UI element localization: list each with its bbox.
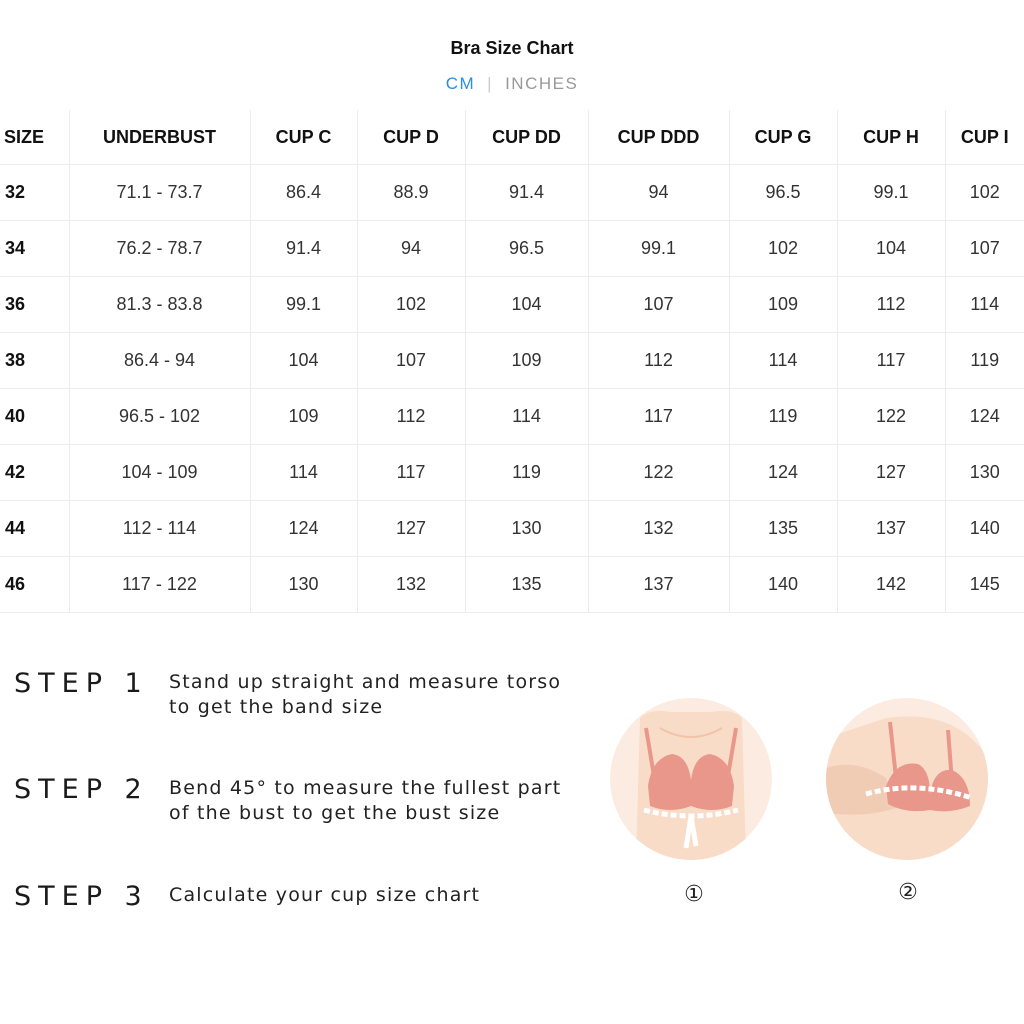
column-header: CUP C	[250, 110, 357, 165]
step-label: STEP 3	[14, 881, 149, 912]
table-cell: 114	[945, 277, 1024, 333]
table-cell: 109	[465, 333, 588, 389]
table-cell: 119	[465, 445, 588, 501]
table-cell: 124	[945, 389, 1024, 445]
table-cell: 104	[837, 221, 945, 277]
table-header-row	[0, 110, 1024, 165]
size-cell: 34	[0, 221, 69, 277]
table-cell: 140	[945, 501, 1024, 557]
table-cell: 127	[357, 501, 465, 557]
column-header: UNDERBUST	[69, 110, 250, 165]
table-cell: 109	[250, 389, 357, 445]
table-cell: 104	[250, 333, 357, 389]
table-cell: 119	[945, 333, 1024, 389]
table-cell: 132	[357, 557, 465, 613]
unit-separator: |	[487, 74, 494, 93]
size-cell: 40	[0, 389, 69, 445]
table-cell: 137	[588, 557, 729, 613]
table-row	[0, 501, 1024, 557]
table-cell: 117	[357, 445, 465, 501]
table-cell: 122	[837, 389, 945, 445]
size-cell: 38	[0, 333, 69, 389]
table-cell: 96.5	[729, 165, 837, 221]
size-cell: 44	[0, 501, 69, 557]
step-label: STEP 2	[14, 774, 149, 805]
table-cell: 135	[465, 557, 588, 613]
step-description: Stand up straight and measure torso to get the band size	[169, 671, 562, 718]
table-cell: 130	[945, 445, 1024, 501]
table-cell: 140	[729, 557, 837, 613]
page-title: Bra Size Chart	[450, 38, 574, 58]
table-cell: 135	[729, 501, 837, 557]
table-cell: 117	[588, 389, 729, 445]
table-cell: 122	[588, 445, 729, 501]
table-row	[0, 445, 1024, 501]
table-cell: 76.2 - 78.7	[69, 221, 250, 277]
table-cell: 99.1	[588, 221, 729, 277]
table-cell: 127	[837, 445, 945, 501]
table-cell: 112 - 114	[69, 501, 250, 557]
table-row	[0, 557, 1024, 613]
table-cell: 112	[837, 277, 945, 333]
table-cell: 145	[945, 557, 1024, 613]
size-table	[0, 110, 1024, 613]
column-header: CUP G	[729, 110, 837, 165]
table-cell: 124	[250, 501, 357, 557]
column-header: SIZE	[0, 110, 69, 165]
table-cell: 124	[729, 445, 837, 501]
step-description: Bend 45° to measure the fullest part of the bust to get the bust size	[169, 777, 562, 824]
table-cell: 117	[837, 333, 945, 389]
size-cell: 42	[0, 445, 69, 501]
table-row	[0, 277, 1024, 333]
table-cell: 94	[357, 221, 465, 277]
column-header: CUP H	[837, 110, 945, 165]
table-cell: 112	[357, 389, 465, 445]
column-header: CUP I	[945, 110, 1024, 165]
table-cell: 91.4	[250, 221, 357, 277]
size-cell: 46	[0, 557, 69, 613]
table-row	[0, 221, 1024, 277]
table-cell: 130	[465, 501, 588, 557]
table-cell: 81.3 - 83.8	[69, 277, 250, 333]
table-row	[0, 333, 1024, 389]
table-cell: 107	[945, 221, 1024, 277]
table-cell: 107	[588, 277, 729, 333]
size-cell: 32	[0, 165, 69, 221]
table-cell: 114	[729, 333, 837, 389]
table-cell: 109	[729, 277, 837, 333]
table-cell: 96.5 - 102	[69, 389, 250, 445]
table-cell: 96.5	[465, 221, 588, 277]
step-description: Calculate your cup size chart	[169, 884, 481, 906]
table-cell: 91.4	[465, 165, 588, 221]
measure-bust-bend-illustration	[826, 698, 988, 860]
illustration-number: ②	[898, 880, 918, 905]
table-cell: 137	[837, 501, 945, 557]
measure-underbust-illustration	[610, 698, 772, 860]
table-cell: 132	[588, 501, 729, 557]
table-cell: 99.1	[250, 277, 357, 333]
unit-inches-tab[interactable]: INCHES	[505, 74, 579, 93]
illustration-number: ①	[684, 882, 704, 907]
column-header: CUP DD	[465, 110, 588, 165]
table-row	[0, 165, 1024, 221]
table-cell: 114	[250, 445, 357, 501]
table-cell: 86.4	[250, 165, 357, 221]
table-cell: 104 - 109	[69, 445, 250, 501]
unit-cm-tab[interactable]: CM	[445, 74, 476, 93]
table-cell: 99.1	[837, 165, 945, 221]
column-header: CUP DDD	[588, 110, 729, 165]
table-cell: 86.4 - 94	[69, 333, 250, 389]
table-cell: 117 - 122	[69, 557, 250, 613]
table-cell: 71.1 - 73.7	[69, 165, 250, 221]
step-label: STEP 1	[14, 668, 149, 699]
size-cell: 36	[0, 277, 69, 333]
table-cell: 102	[945, 165, 1024, 221]
column-header: CUP D	[357, 110, 465, 165]
unit-toggle	[0, 74, 1024, 94]
table-cell: 119	[729, 389, 837, 445]
table-cell: 102	[729, 221, 837, 277]
table-cell: 142	[837, 557, 945, 613]
table-cell: 94	[588, 165, 729, 221]
table-cell: 88.9	[357, 165, 465, 221]
table-row	[0, 389, 1024, 445]
table-cell: 107	[357, 333, 465, 389]
table-cell: 102	[357, 277, 465, 333]
table-cell: 130	[250, 557, 357, 613]
table-cell: 114	[465, 389, 588, 445]
table-cell: 112	[588, 333, 729, 389]
table-cell: 104	[465, 277, 588, 333]
